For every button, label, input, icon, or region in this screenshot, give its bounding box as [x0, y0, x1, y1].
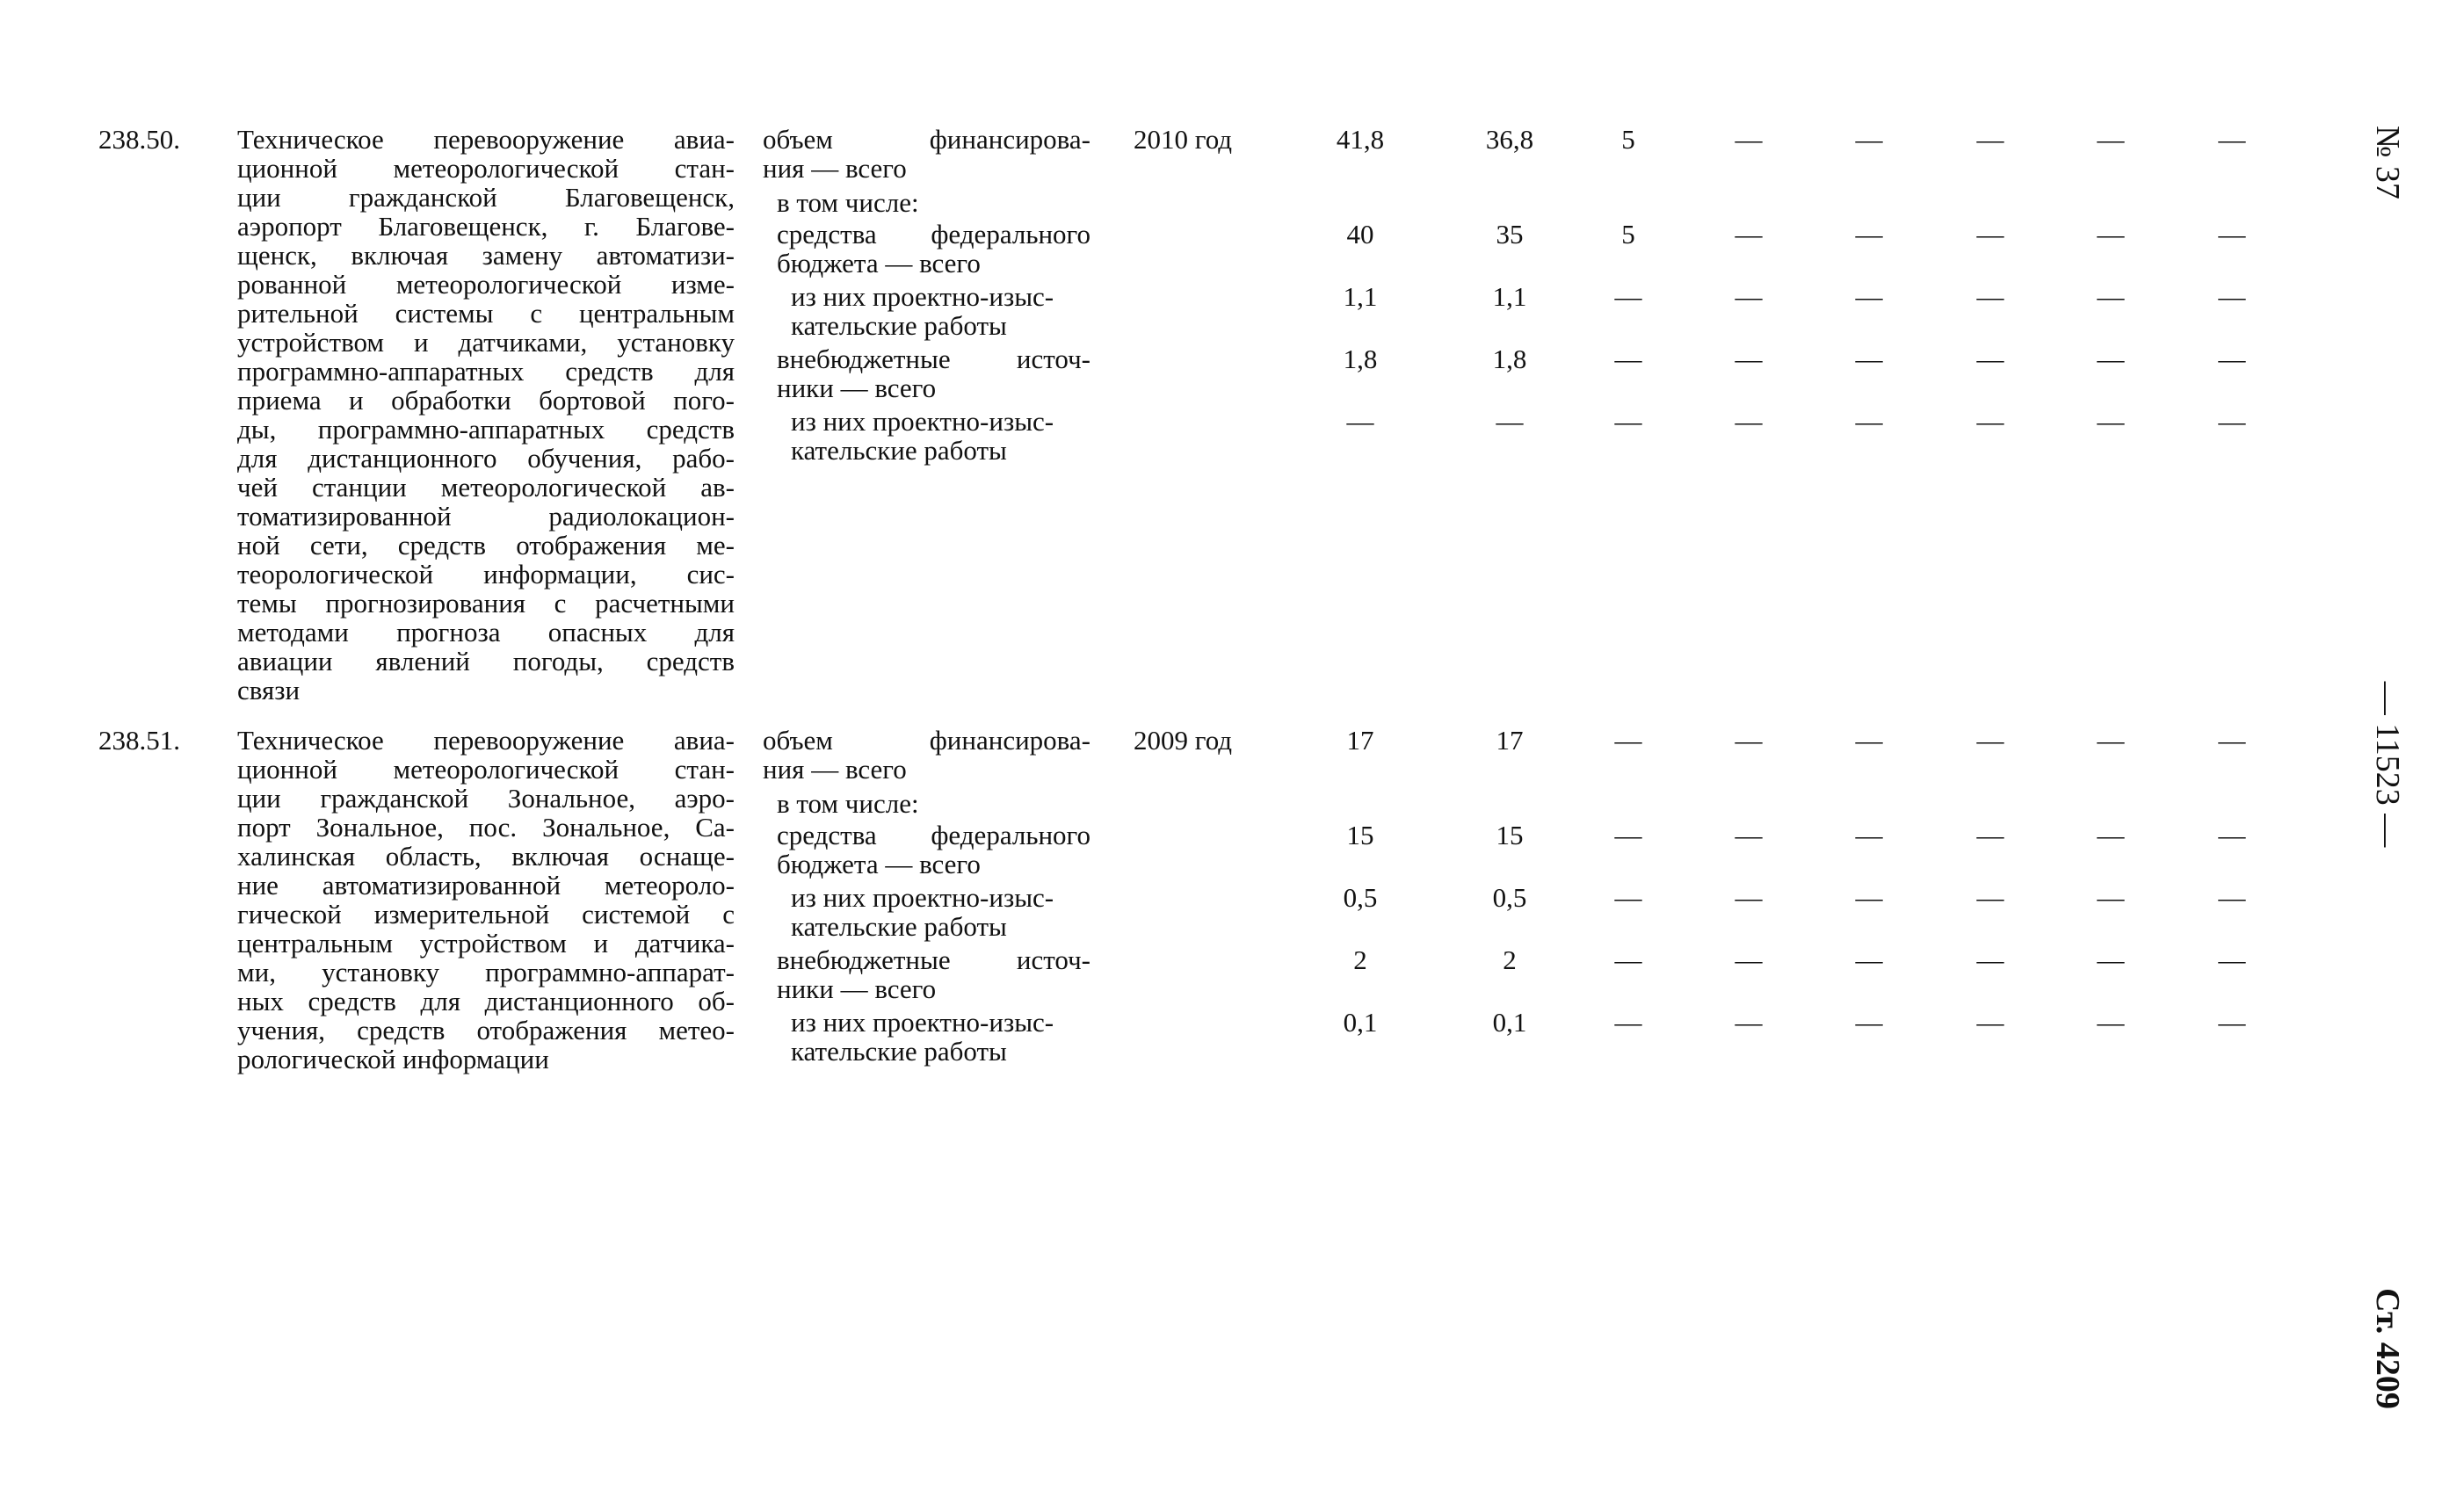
value-cell: —	[1735, 124, 1763, 155]
description-line: щенск, включая замену автоматизи-	[237, 240, 735, 271]
funding-label-line: ники — всего	[777, 973, 937, 1004]
funding-label-line: в том числе:	[777, 788, 919, 819]
funding-label	[763, 945, 1090, 1003]
value-cell: —	[2218, 882, 2246, 913]
value-cell: 15	[1496, 820, 1524, 850]
funding-label-line: средства федерального	[777, 219, 1090, 250]
value-cell: —	[1855, 725, 1883, 756]
value-cell: 5	[1621, 219, 1635, 250]
value-cell: 17	[1346, 725, 1374, 756]
funding-label	[763, 220, 1090, 278]
value-cell: —	[1735, 219, 1763, 250]
value-cell: —	[1976, 219, 2004, 250]
description-line: ных средств для дистанционного об-	[237, 986, 735, 1016]
value-cell: —	[2218, 725, 2246, 756]
row-number: 238.50.	[98, 124, 180, 155]
article-number: Ст. 4209	[2369, 1288, 2406, 1409]
funding-label-line: из них проектно-изыс-	[791, 882, 1054, 913]
value-cell: —	[2097, 944, 2125, 975]
row-description	[237, 726, 735, 1074]
funding-label	[763, 344, 1090, 402]
value-cell: —	[1735, 820, 1763, 850]
funding-label-line: кательские работы	[791, 435, 1007, 466]
funding-label-line: бюджета — всего	[777, 248, 981, 279]
description-line: порт Зональное, пос. Зональное, Са-	[237, 812, 735, 843]
value-cell: 5	[1621, 124, 1635, 155]
funding-label-line: из них проектно-изыс-	[791, 1007, 1054, 1038]
value-cell: 35	[1496, 219, 1524, 250]
value-cell: 2	[1503, 944, 1517, 975]
side-header	[2352, 0, 2423, 1512]
value-cell: —	[2218, 219, 2246, 250]
description-line: учения, средств отображения метео-	[237, 1015, 735, 1045]
value-cell: —	[2097, 219, 2125, 250]
description-line: гической измерительной системой с	[237, 899, 735, 930]
value-cell: —	[2218, 281, 2246, 312]
funding-label	[763, 125, 1090, 183]
value-cell: —	[1855, 406, 1883, 437]
value-cell: —	[1976, 344, 2004, 374]
value-cell: —	[1976, 944, 2004, 975]
funding-label-line: объем финансирова-	[763, 124, 1090, 155]
value-cell: 41,8	[1336, 124, 1385, 155]
value-cell: —	[1976, 124, 2004, 155]
value-cell: —	[1346, 406, 1374, 437]
funding-label	[763, 821, 1090, 879]
description-line: теорологической информации, сис-	[237, 559, 735, 590]
value-cell: —	[2218, 1007, 2246, 1038]
funding-label-line: внебюджетные источ-	[777, 944, 1090, 975]
value-cell: —	[2218, 124, 2246, 155]
funding-label-line: внебюджетные источ-	[777, 344, 1090, 374]
value-cell: —	[1614, 882, 1642, 913]
description-line: томатизированной радиолокацион-	[237, 501, 735, 532]
funding-label-line: ния — всего	[763, 153, 907, 184]
value-cell: —	[1735, 725, 1763, 756]
value-cell: —	[1735, 882, 1763, 913]
description-line: рологической информации	[237, 1044, 549, 1074]
value-cell: —	[2097, 725, 2125, 756]
value-cell: —	[1496, 406, 1524, 437]
value-cell: —	[1735, 406, 1763, 437]
value-cell: —	[1976, 725, 2004, 756]
value-cell: —	[2097, 882, 2125, 913]
value-cell: —	[2097, 820, 2125, 850]
value-cell: —	[1976, 281, 2004, 312]
funding-label-line: ния — всего	[763, 754, 907, 785]
row-year: 2010 год	[1134, 124, 1233, 155]
value-cell: —	[1855, 820, 1883, 850]
document-page-number: — 11523 —	[2369, 681, 2406, 848]
row-description	[237, 125, 735, 705]
description-line: для дистанционного обучения, рабо-	[237, 443, 735, 474]
value-cell: —	[1735, 944, 1763, 975]
value-cell: —	[1976, 406, 2004, 437]
funding-label-line: из них проектно-изыс-	[791, 406, 1054, 437]
value-cell: —	[2218, 344, 2246, 374]
description-line: ционной метеорологической стан-	[237, 754, 735, 785]
value-cell: —	[1614, 1007, 1642, 1038]
value-cell: —	[2218, 944, 2246, 975]
value-cell: —	[2097, 124, 2125, 155]
value-cell: —	[1614, 281, 1642, 312]
description-line: связи	[237, 675, 301, 705]
description-line: методами прогноза опасных для	[237, 617, 735, 647]
value-cell: —	[1855, 281, 1883, 312]
funding-label-line: средства федерального	[777, 820, 1090, 850]
value-cell: —	[2097, 344, 2125, 374]
funding-label	[763, 407, 1090, 465]
description-line: авиации явлений погоды, средств	[237, 646, 735, 676]
funding-label	[763, 282, 1090, 340]
value-cell: 36,8	[1485, 124, 1534, 155]
value-cell: —	[1855, 344, 1883, 374]
value-cell: —	[1855, 1007, 1883, 1038]
funding-label	[763, 883, 1090, 941]
value-cell: 0,1	[1343, 1007, 1378, 1038]
funding-label-line: кательские работы	[791, 911, 1007, 942]
value-cell: —	[1976, 882, 2004, 913]
description-line: Техническое перевооружение авиа-	[237, 124, 735, 155]
description-line: чей станции метеорологической ав-	[237, 472, 735, 503]
funding-label-line: кательские работы	[791, 310, 1007, 341]
funding-label	[763, 789, 1090, 818]
value-cell: —	[2097, 1007, 2125, 1038]
description-line: приема и обработки бортовой пого-	[237, 385, 735, 416]
value-cell: —	[1614, 820, 1642, 850]
value-cell: —	[1855, 882, 1883, 913]
description-line: ми, установку программно-аппарат-	[237, 957, 735, 988]
funding-label	[763, 1008, 1090, 1066]
description-line: центральным устройством и датчика-	[237, 928, 735, 959]
value-cell: —	[1855, 124, 1883, 155]
value-cell: —	[1614, 344, 1642, 374]
value-cell: —	[2218, 820, 2246, 850]
value-cell: 1,8	[1343, 344, 1378, 374]
value-cell: 0,5	[1492, 882, 1527, 913]
description-line: ционной метеорологической стан-	[237, 153, 735, 184]
value-cell: —	[1614, 406, 1642, 437]
value-cell: —	[1614, 944, 1642, 975]
funding-label-line: в том числе:	[777, 187, 919, 218]
value-cell: —	[1614, 725, 1642, 756]
value-cell: 0,1	[1492, 1007, 1527, 1038]
value-cell: 1,8	[1492, 344, 1527, 374]
funding-label-line: ники — всего	[777, 373, 937, 403]
funding-label-line: объем финансирова-	[763, 725, 1090, 756]
value-cell: —	[1735, 344, 1763, 374]
description-line: ды, программно-аппаратных средств	[237, 414, 735, 445]
description-line: темы прогнозирования с расчетными	[237, 588, 735, 619]
funding-label	[763, 726, 1090, 784]
row-year: 2009 год	[1134, 725, 1233, 756]
row-number: 238.51.	[98, 725, 180, 756]
funding-label-line: бюджета — всего	[777, 849, 981, 879]
value-cell: 1,1	[1343, 281, 1378, 312]
description-line: программно-аппаратных средств для	[237, 356, 735, 387]
value-cell: 17	[1496, 725, 1524, 756]
value-cell: —	[1735, 1007, 1763, 1038]
value-cell: 2	[1353, 944, 1367, 975]
description-line: ной сети, средств отображения ме-	[237, 530, 735, 561]
description-line: ции гражданской Благовещенск,	[237, 182, 735, 213]
funding-label	[763, 188, 1090, 217]
funding-label-line: из них проектно-изыс-	[791, 281, 1054, 312]
value-cell: —	[1735, 281, 1763, 312]
value-cell: 0,5	[1343, 882, 1378, 913]
value-cell: —	[1855, 219, 1883, 250]
value-cell: —	[2218, 406, 2246, 437]
value-cell: —	[1976, 820, 2004, 850]
description-line: рованной метеорологической изме-	[237, 269, 735, 300]
description-line: ции гражданской Зональное, аэро-	[237, 783, 735, 814]
description-line: Техническое перевооружение авиа-	[237, 725, 735, 756]
issue-number: № 37	[2369, 126, 2406, 199]
funding-label-line: кательские работы	[791, 1036, 1007, 1067]
description-line: аэропорт Благовещенск, г. Благове-	[237, 211, 735, 242]
value-cell: 15	[1346, 820, 1374, 850]
description-line: устройством и датчиками, установку	[237, 327, 735, 358]
description-line: рительной системы с центральным	[237, 298, 735, 329]
value-cell: —	[1976, 1007, 2004, 1038]
description-line: ние автоматизированной метеороло-	[237, 870, 735, 901]
description-line: халинская область, включая оснаще-	[237, 841, 735, 872]
value-cell: 1,1	[1492, 281, 1527, 312]
value-cell: —	[2097, 406, 2125, 437]
value-cell: —	[1855, 944, 1883, 975]
value-cell: —	[2097, 281, 2125, 312]
value-cell: 40	[1346, 219, 1374, 250]
